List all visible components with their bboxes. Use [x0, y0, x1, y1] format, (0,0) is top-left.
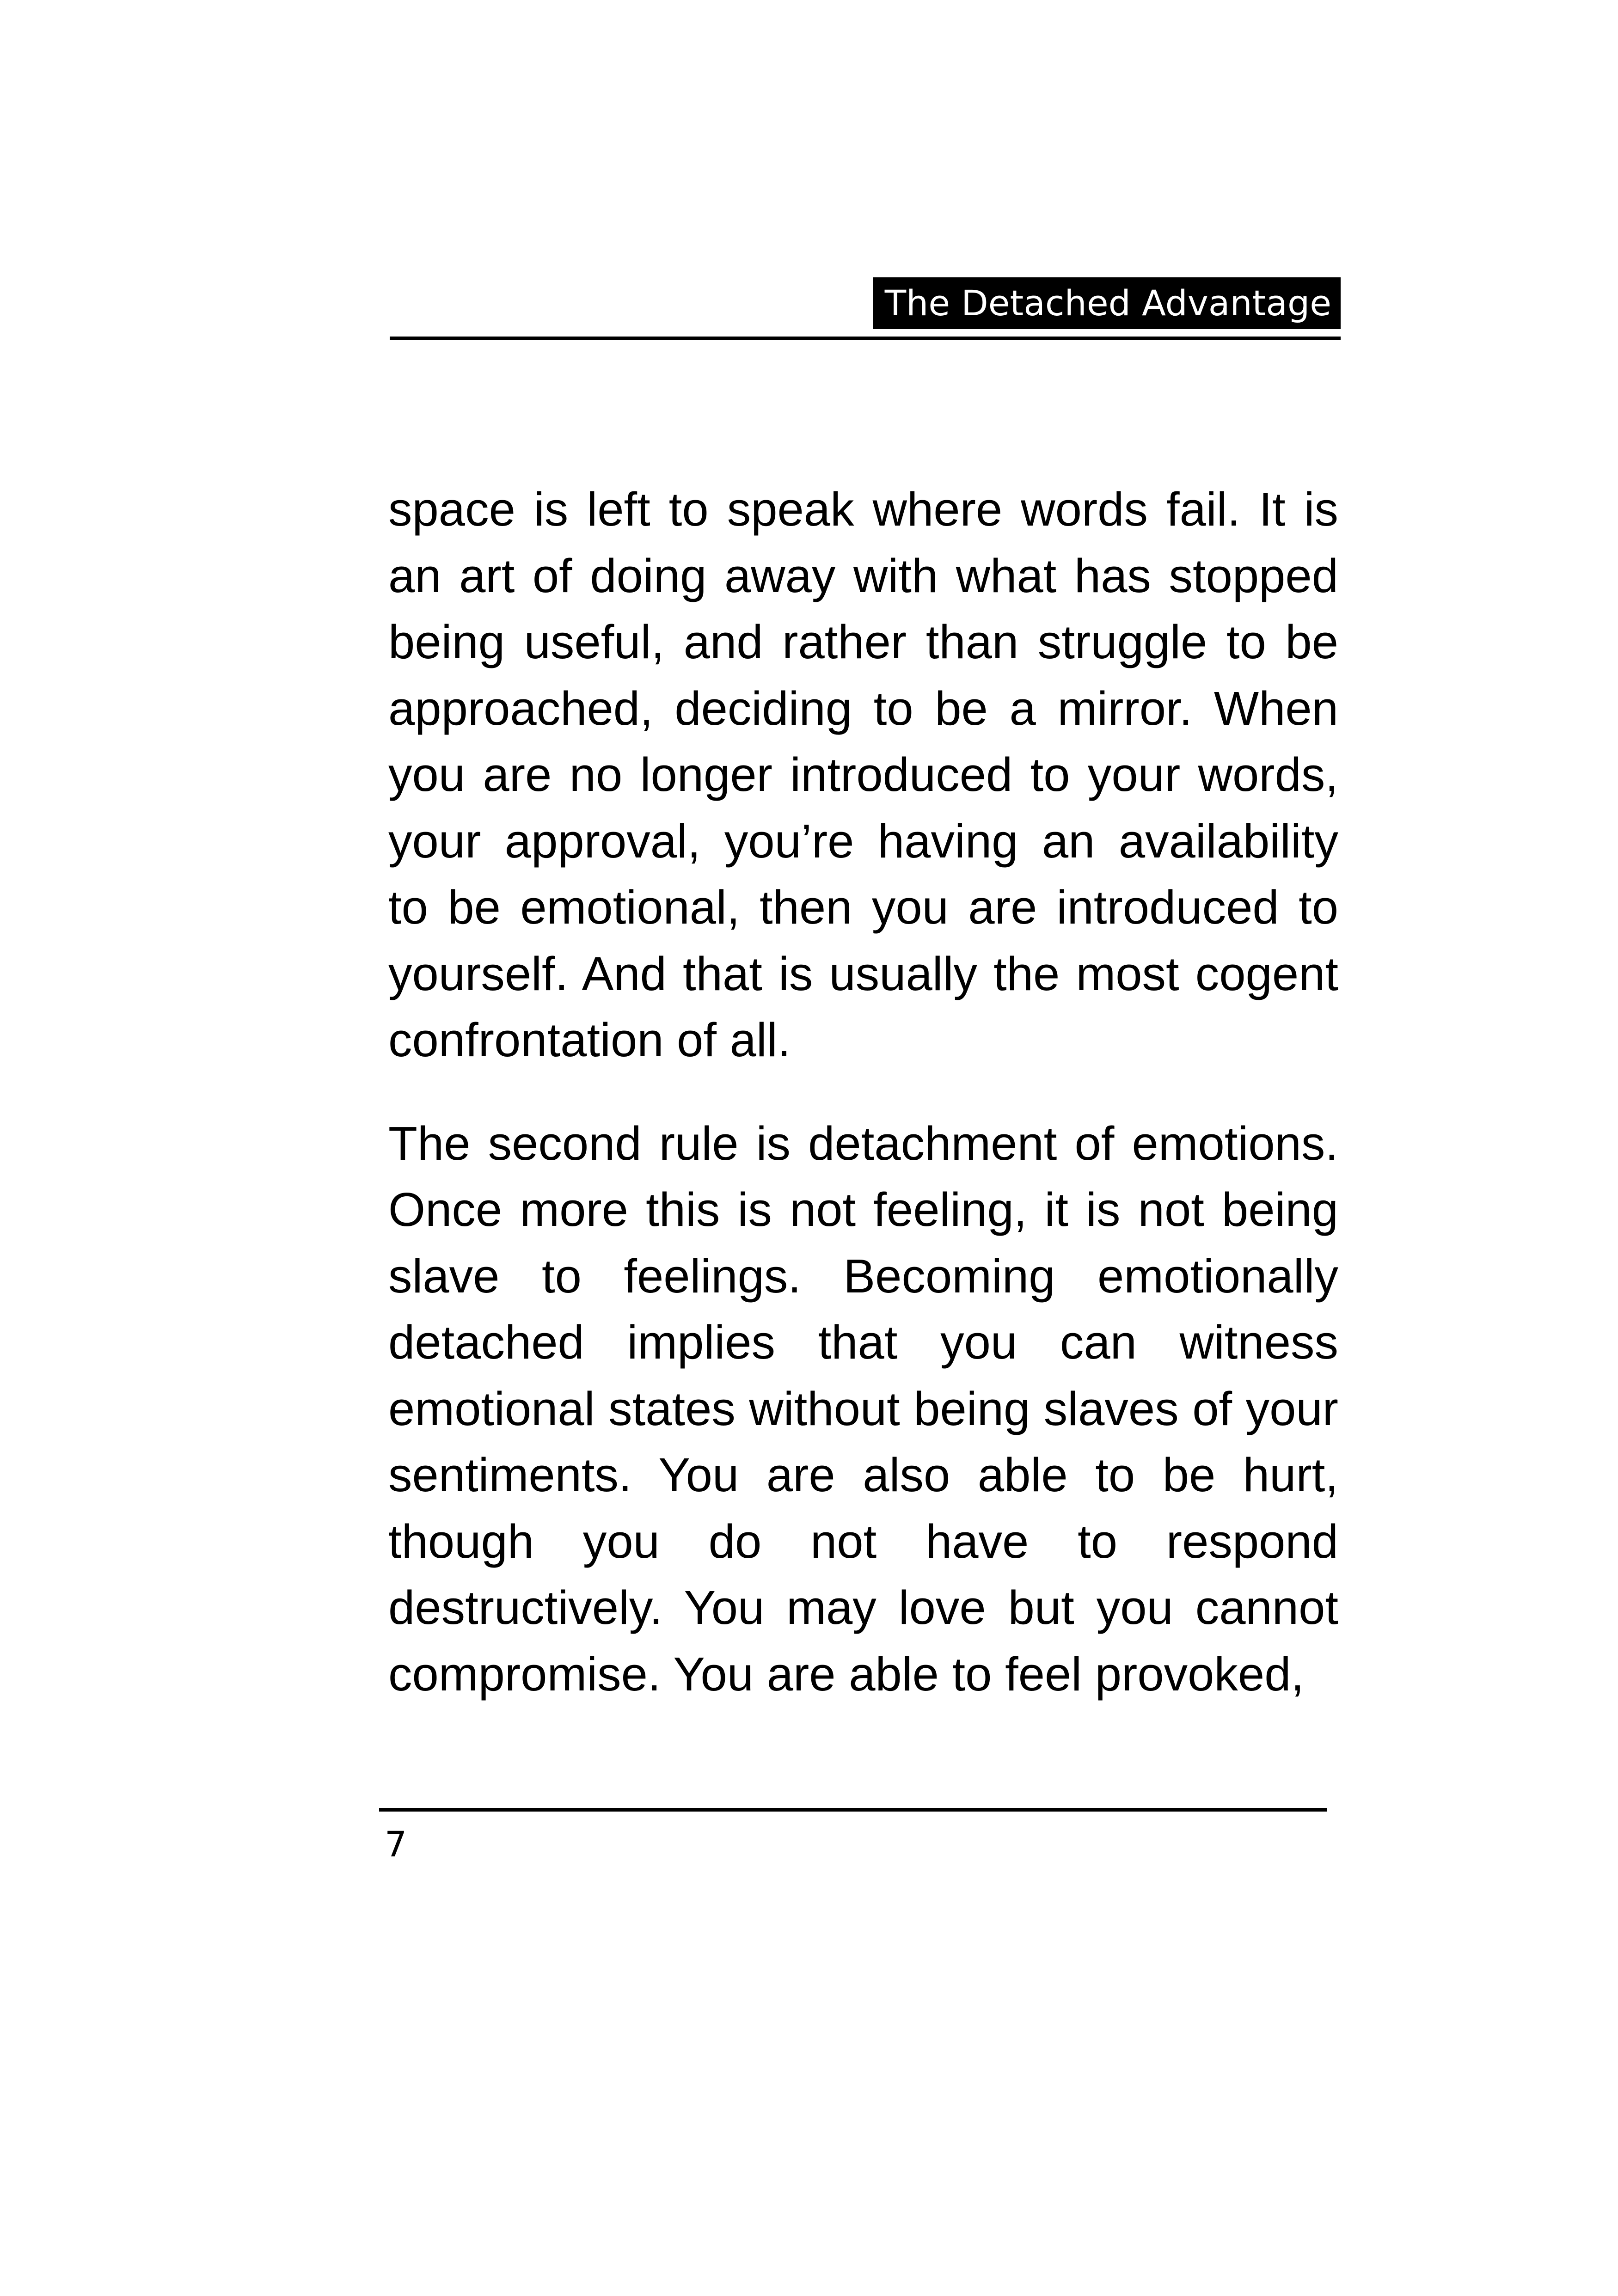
paragraph: The second rule is detachment of emotions. Once more this is not feeling, it is not being slave to feelings. Becoming emotionally detached implies that you can witness emotional states without being slaves of your sentiments. You are also able to be hurt, though you do not have to respond destructively. You may love but you cannot compromise. You are able to feel provoked, — [388, 1116, 1338, 1701]
paragraph: space is left to speak where words fail. It is an art of doing away with what has stopped being useful, and rather than struggle to be approached, deciding to be a mirror. When you are no longer introduced to your words, your approval, you’re having an availability to be emotional, then you are introduced to yourself. And that is usually the most cogent confrontation of all. — [388, 483, 1338, 1066]
page-number: 7 — [385, 1824, 407, 1865]
body-text — [388, 476, 1338, 1707]
running-header-title: The Detached Advantage — [873, 277, 1341, 329]
header-rule — [390, 337, 1341, 340]
footer-rule — [379, 1808, 1327, 1812]
